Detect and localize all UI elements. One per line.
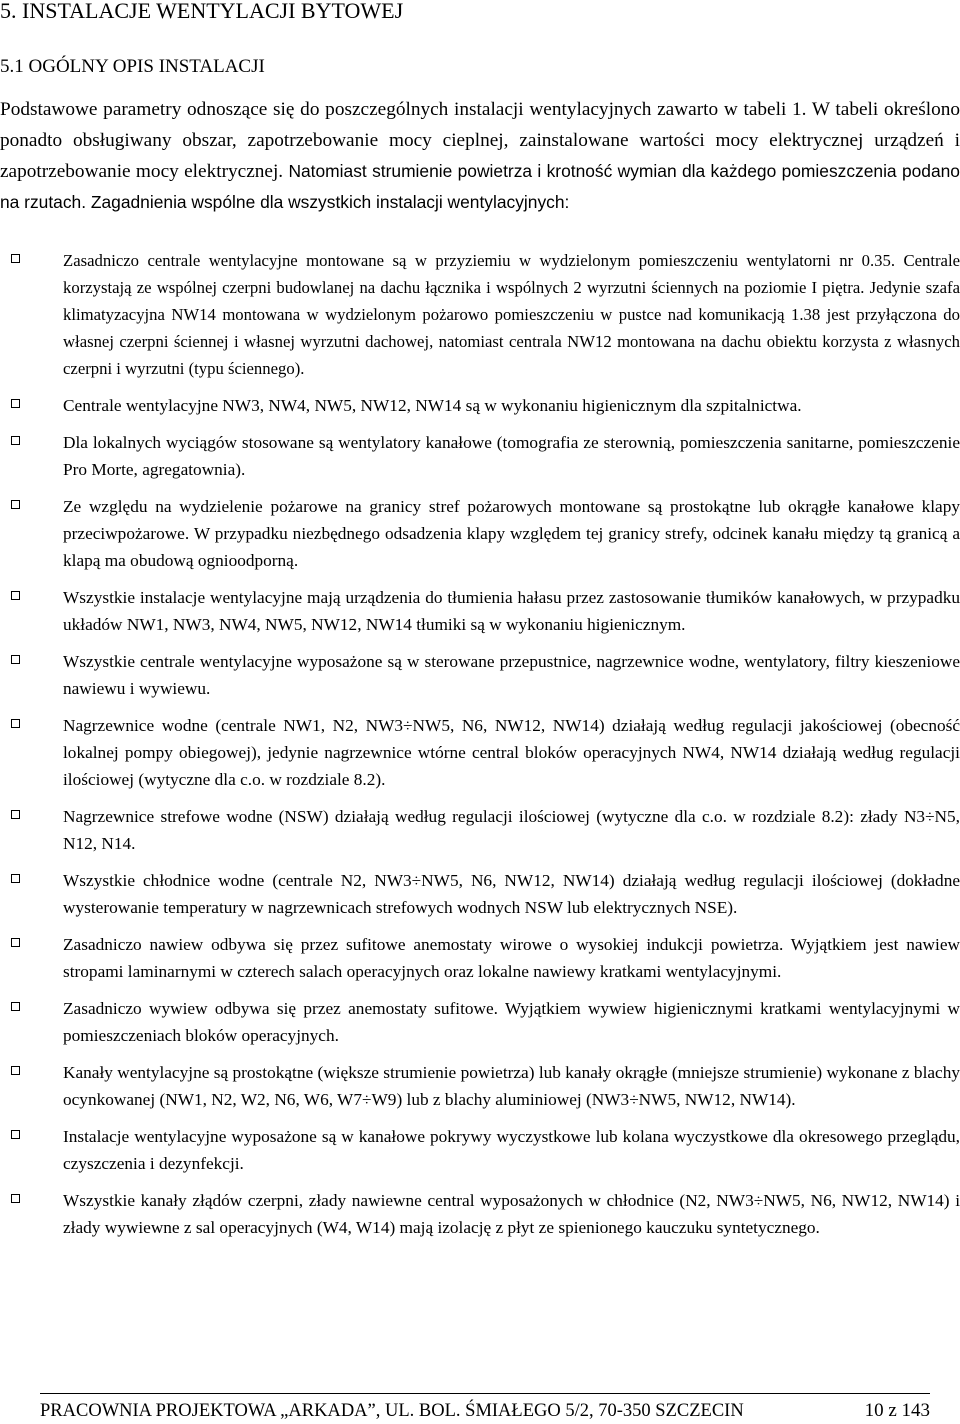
page-footer — [40, 1393, 930, 1420]
checkbox-bullet-icon — [11, 399, 20, 408]
list-item: Kanały wentylacyjne są prostokątne (większe strumienie powietrza) lub kanały okrągłe (mniejsze strumienie) wykonane z blachy ocynkowanej (NW1, N2, W2, N6, W6, W7÷W9) lub z blachy aluminiowej (NW3÷NW5, NW12, NW14). — [0, 1059, 960, 1113]
list-item: Zasadniczo wywiew odbywa się przez anemostaty sufitowe. Wyjątkiem wywiew higienicznymi kratkami wentylacyjnymi w pomieszczeniach bloków operacyjnych. — [0, 995, 960, 1049]
list-item: Zasadniczo nawiew odbywa się przez sufitowe anemostaty wirowe o wysokiej indukcji powietrza. Wyjątkiem jest nawiew stropami laminarnymi w czterech salach operacyjnych oraz lokalne nawiewy kratkami wentylacyjnymi. — [0, 931, 960, 985]
intro-text-1: Podstawowe parametry odnoszące się do poszczególnych instalacji wentylacyjnych zawarto w tabeli 1. W tabeli określono ponadto obsługiwany obszar, zapotrzebowanie mocy cieplnej, zainstalowane wartości mocy elektrycznej urządzeń i zapotrzebowanie mocy elektrycznej. — [0, 99, 960, 182]
list-item: Wszystkie kanały złądów czerpni, złady nawiewne central wyposażonych w chłodnice (N2, NW3÷NW5, N6, NW12, NW14) i złady wywiewne z sal operacyjnych (W4, W14) mają izolację z płyt ze spienionego kauczuku syntetycznego. — [0, 1187, 960, 1241]
checkbox-bullet-icon — [11, 1002, 20, 1011]
list-item: Ze względu na wydzielenie pożarowe na granicy stref pożarowych montowane są prostokątne lub okrągłe kanałowe klapy przeciwpożarowe. W przypadku niezbędnego odsadzenia klapy względem tej granicy strefy, odcinek kanału między tą granicą a klapą ma obudową ognioodporną. — [0, 493, 960, 574]
list-item: Nagrzewnice wodne (centrale NW1, N2, NW3÷NW5, N6, NW12, NW14) działają według regulacji jakościowej (obecność lokalnej pompy obiegowej), jedynie nagrzewnice wtórne central bloków operacyjnych NW4, NW14 działają według regulacji ilościowej (wytyczne dla c.o. w rozdziale 8.2). — [0, 712, 960, 793]
list-item: Wszystkie instalacje wentylacyjne mają urządzenia do tłumienia hałasu przez zastosowanie tłumików kanałowych, w przypadku układów NW1, NW3, NW4, NW5, NW12, NW14 tłumiki są w wykonaniu higienicznym. — [0, 584, 960, 638]
list-item: Instalacje wentylacyjne wyposażone są w kanałowe pokrywy wyczystkowe lub kolana wyczystkowe dla okresowego przeglądu, czyszczenia i dezynfekcji. — [0, 1123, 960, 1177]
footer-address: PRACOWNIA PROJEKTOWA „ARKADA”, UL. BOL. ŚMIAŁEGO 5/2, 70-350 SZCZECIN — [40, 1401, 744, 1421]
intro-paragraph — [0, 94, 960, 218]
list-item: Wszystkie centrale wentylacyjne wyposażone są w sterowane przepustnice, nagrzewnice wodne, wentylatory, filtry kieszeniowe nawiewu i wywiewu. — [0, 648, 960, 702]
checkbox-bullet-icon — [11, 655, 20, 664]
list-item: Centrale wentylacyjne NW3, NW4, NW5, NW12, NW14 są w wykonaniu higienicznym dla szpitalnictwa. — [0, 392, 960, 419]
list-item: Wszystkie chłodnice wodne (centrale N2, NW3÷NW5, N6, NW12, NW14) działają według regulacji ilościowej (dokładne wysterowanie temperatury w nagrzewnicach strefowych wodnych NSW lub elektrycznych NSE). — [0, 867, 960, 921]
checkbox-bullet-icon — [11, 1194, 20, 1203]
checkbox-bullet-icon — [11, 500, 20, 509]
intro-text-2: Natomiast strumienie powietrza i krotność wymian dla każdego pomieszczenia podano na rzutach. — [0, 161, 960, 212]
checkbox-bullet-icon — [11, 436, 20, 445]
bullet-list — [0, 247, 960, 1251]
section-title: 5. INSTALACJE WENTYLACJI BYTOWEJ — [0, 0, 404, 23]
checkbox-bullet-icon — [11, 1066, 20, 1075]
list-item: Dla lokalnych wyciągów stosowane są wentylatory kanałowe (tomografia ze sterownią, pomieszczenia sanitarne, pomieszczenie Pro Morte, agregatownia). — [0, 429, 960, 483]
checkbox-bullet-icon — [11, 938, 20, 947]
checkbox-bullet-icon — [11, 591, 20, 600]
checkbox-bullet-icon — [11, 719, 20, 728]
checkbox-bullet-icon — [11, 874, 20, 883]
checkbox-bullet-icon — [11, 810, 20, 819]
checkbox-bullet-icon — [11, 254, 20, 263]
page-number: 10 z 143 — [864, 1400, 930, 1421]
subsection-title: 5.1 OGÓLNY OPIS INSTALACJI — [0, 56, 265, 77]
checkbox-bullet-icon — [11, 1130, 20, 1139]
list-item: Zasadniczo centrale wentylacyjne montowane są w przyziemiu w wydzielonym pomieszczeniu wentylatorni nr 0.35. Centrale korzystają ze wspólnej czerpni budowlanej na dachu łącznika i wspólnych 2 wyrzutni ściennych na poziomie I piętra. Jedynie szafa klimatyzacyjna NW14 montowana w wydzielonym pożarowo pomieszczeniu w pustce nad komunikacją 1.38 jest przyłączona do własnej czerpni ściennej i własnej wyrzutni dachowej, natomiast centrala NW12 montowana na dachu obiektu korzysta z własnych czerpni i wyrzutni (typu ściennego). — [0, 247, 960, 382]
list-item: Nagrzewnice strefowe wodne (NSW) działają według regulacji ilościowej (wytyczne dla c.o. w rozdziale 8.2): złady N3÷N5, N12, N14. — [0, 803, 960, 857]
intro-text-3: Zagadnienia wspólne dla wszystkich instalacji wentylacyjnych: — [90, 192, 570, 212]
